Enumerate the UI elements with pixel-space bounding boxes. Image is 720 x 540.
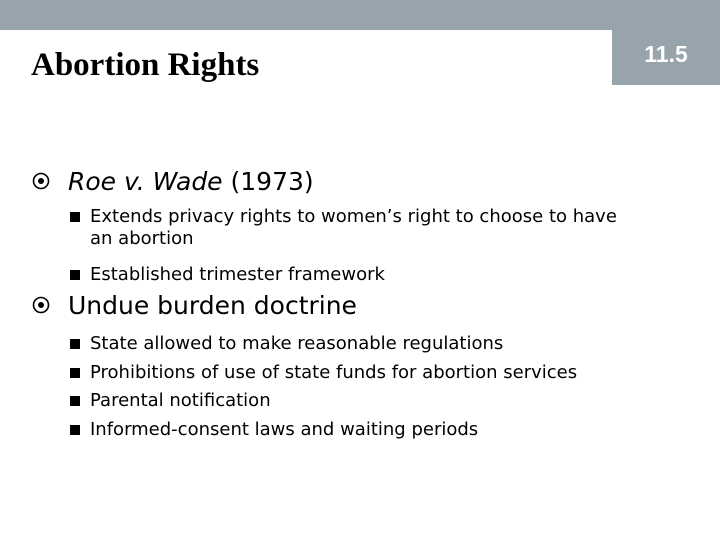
section-badge [612, 30, 720, 85]
square-bullet-icon [70, 368, 80, 378]
sub-bullet-text: Established trimester framework [90, 264, 385, 285]
square-bullet-icon [70, 396, 80, 406]
slide-title: Abortion Rights [31, 47, 260, 83]
header-bar [0, 0, 720, 30]
sub-bullet-text: Parental notification [90, 390, 271, 411]
sub-bullet-text: Prohibitions of use of state funds for abortion services [90, 362, 578, 383]
sub-bullet-text: Extends privacy rights to women’s right to choose to have [90, 206, 617, 227]
target-circle-icon [32, 296, 50, 314]
section-number: 11.5 [644, 41, 688, 67]
case-year: (1973) [222, 167, 314, 196]
square-bullet-icon [70, 212, 80, 222]
square-bullet-icon [70, 425, 80, 435]
sub-bullet-text: State allowed to make reasonable regulations [90, 333, 504, 354]
square-bullet-icon [70, 339, 80, 349]
sub-bullet-text: Informed-consent laws and waiting periods [90, 419, 479, 440]
square-bullet-icon [70, 270, 80, 280]
case-name: Roe v. Wade [68, 167, 223, 196]
target-circle-icon [32, 172, 50, 190]
bullet-text: Undue burden doctrine [68, 291, 357, 320]
sub-bullet-text-cont: an abortion [90, 228, 194, 249]
